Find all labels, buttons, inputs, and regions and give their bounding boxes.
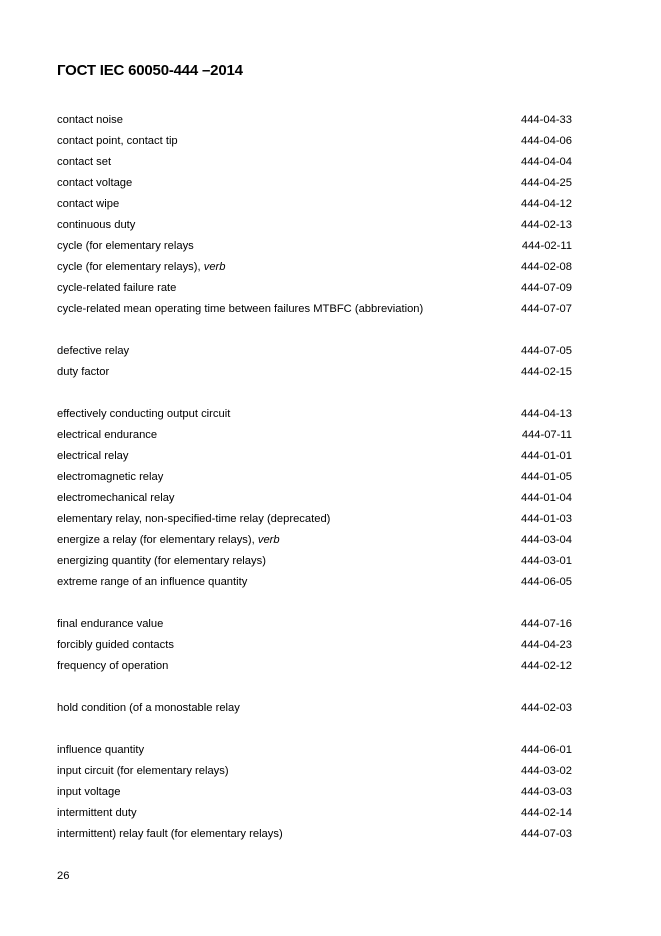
index-entry [57,425,572,446]
term-text: continuous duty [57,219,136,231]
term-reference-number: 444-06-05 [520,576,572,588]
term-text: cycle-related mean operating time between failures MTBFC (abbreviation) [57,303,424,315]
index-entry [57,551,572,572]
index-entry [57,824,572,845]
index-entry [57,761,572,782]
term-reference-number: 444-06-01 [520,744,572,756]
index-entry [57,299,572,320]
term-text: electromechanical relay [57,492,175,504]
index-group [57,404,572,593]
term-reference-number: 444-03-04 [520,534,572,546]
term-text: electrical endurance [57,429,158,441]
index-entry [57,404,572,425]
index-entry [57,572,572,593]
term-text: contact wipe [57,198,120,210]
index-group [57,740,572,845]
term-reference-number: 444-04-25 [520,177,572,189]
term-reference-number: 444-04-13 [520,408,572,420]
term-part-of-speech: verb [257,534,280,546]
term-text: electromagnetic relay [57,471,164,483]
index-entry [57,131,572,152]
term-text: contact point, contact tip [57,135,178,147]
index-entry [57,110,572,131]
term-text: influence quantity [57,744,145,756]
term-text: defective relay [57,345,130,357]
term-reference-number: 444-02-12 [520,660,572,672]
term-reference-number: 444-02-14 [520,807,572,819]
term-reference-number: 444-02-08 [520,261,572,273]
term-reference-number: 444-02-03 [520,702,572,714]
index-entry [57,698,572,719]
index-entry [57,740,572,761]
term-text: frequency of operation [57,660,169,672]
term-reference-number: 444-02-11 [521,240,572,252]
term-text: cycle-related failure rate [57,282,177,294]
term-text: effectively conducting output circuit [57,408,231,420]
term-reference-number: 444-04-23 [520,639,572,651]
term-reference-number: 444-07-03 [520,828,572,840]
index-entry [57,173,572,194]
term-reference-number: 444-07-11 [521,429,572,441]
term-reference-number: 444-07-05 [520,345,572,357]
index-entry [57,446,572,467]
index-entry [57,530,572,551]
term-reference-number: 444-02-15 [520,366,572,378]
term-text: extreme range of an influence quantity [57,576,248,588]
term-text: cycle (for elementary relays), verb [57,261,226,273]
term-reference-number: 444-04-12 [520,198,572,210]
term-text: input circuit (for elementary relays) [57,765,229,777]
index-entry [57,635,572,656]
term-text: contact noise [57,114,123,126]
term-reference-number: 444-02-13 [520,219,572,231]
index-entry [57,236,572,257]
index-entry [57,152,572,173]
index-entry [57,257,572,278]
term-text: hold condition (of a monostable relay [57,702,240,714]
index-group [57,614,572,677]
term-text: final endurance value [57,618,164,630]
index-group [57,698,572,719]
term-reference-number: 444-04-06 [520,135,572,147]
term-reference-number: 444-03-02 [520,765,572,777]
index-group [57,110,572,320]
term-reference-number: 444-03-01 [520,555,572,567]
term-reference-number: 444-03-03 [520,786,572,798]
index-entry [57,488,572,509]
term-part-of-speech: verb [203,261,226,273]
page-number: 26 [57,870,70,882]
index-entry [57,341,572,362]
page-title: ГОСТ IEC 60050-444 –2014 [57,62,243,79]
term-text: energizing quantity (for elementary relays) [57,555,266,567]
index-entry [57,782,572,803]
term-text: energize a relay (for elementary relays), verb [57,534,280,546]
index-entry [57,215,572,236]
term-text: duty factor [57,366,110,378]
index-entry [57,509,572,530]
term-text: contact voltage [57,177,133,189]
term-reference-number: 444-01-04 [520,492,572,504]
term-reference-number: 444-01-05 [520,471,572,483]
term-text: contact set [57,156,112,168]
index-entry [57,656,572,677]
term-text: input voltage [57,786,121,798]
term-reference-number: 444-01-03 [520,513,572,525]
term-text: electrical relay [57,450,129,462]
index-entry [57,278,572,299]
index-entry [57,614,572,635]
index-entry [57,467,572,488]
term-index [57,110,572,866]
term-reference-number: 444-04-04 [520,156,572,168]
index-group [57,341,572,383]
term-reference-number: 444-01-01 [520,450,572,462]
index-entry [57,803,572,824]
index-entry [57,362,572,383]
term-reference-number: 444-07-09 [520,282,572,294]
term-text: elementary relay, non-specified-time relay (deprecated) [57,513,331,525]
term-text: forcibly guided contacts [57,639,174,651]
index-entry [57,194,572,215]
term-text: cycle (for elementary relays [57,240,194,252]
term-reference-number: 444-07-16 [520,618,572,630]
term-text: intermittent) relay fault (for elementary relays) [57,828,283,840]
term-reference-number: 444-07-07 [520,303,572,315]
term-reference-number: 444-04-33 [520,114,572,126]
term-text: intermittent duty [57,807,137,819]
